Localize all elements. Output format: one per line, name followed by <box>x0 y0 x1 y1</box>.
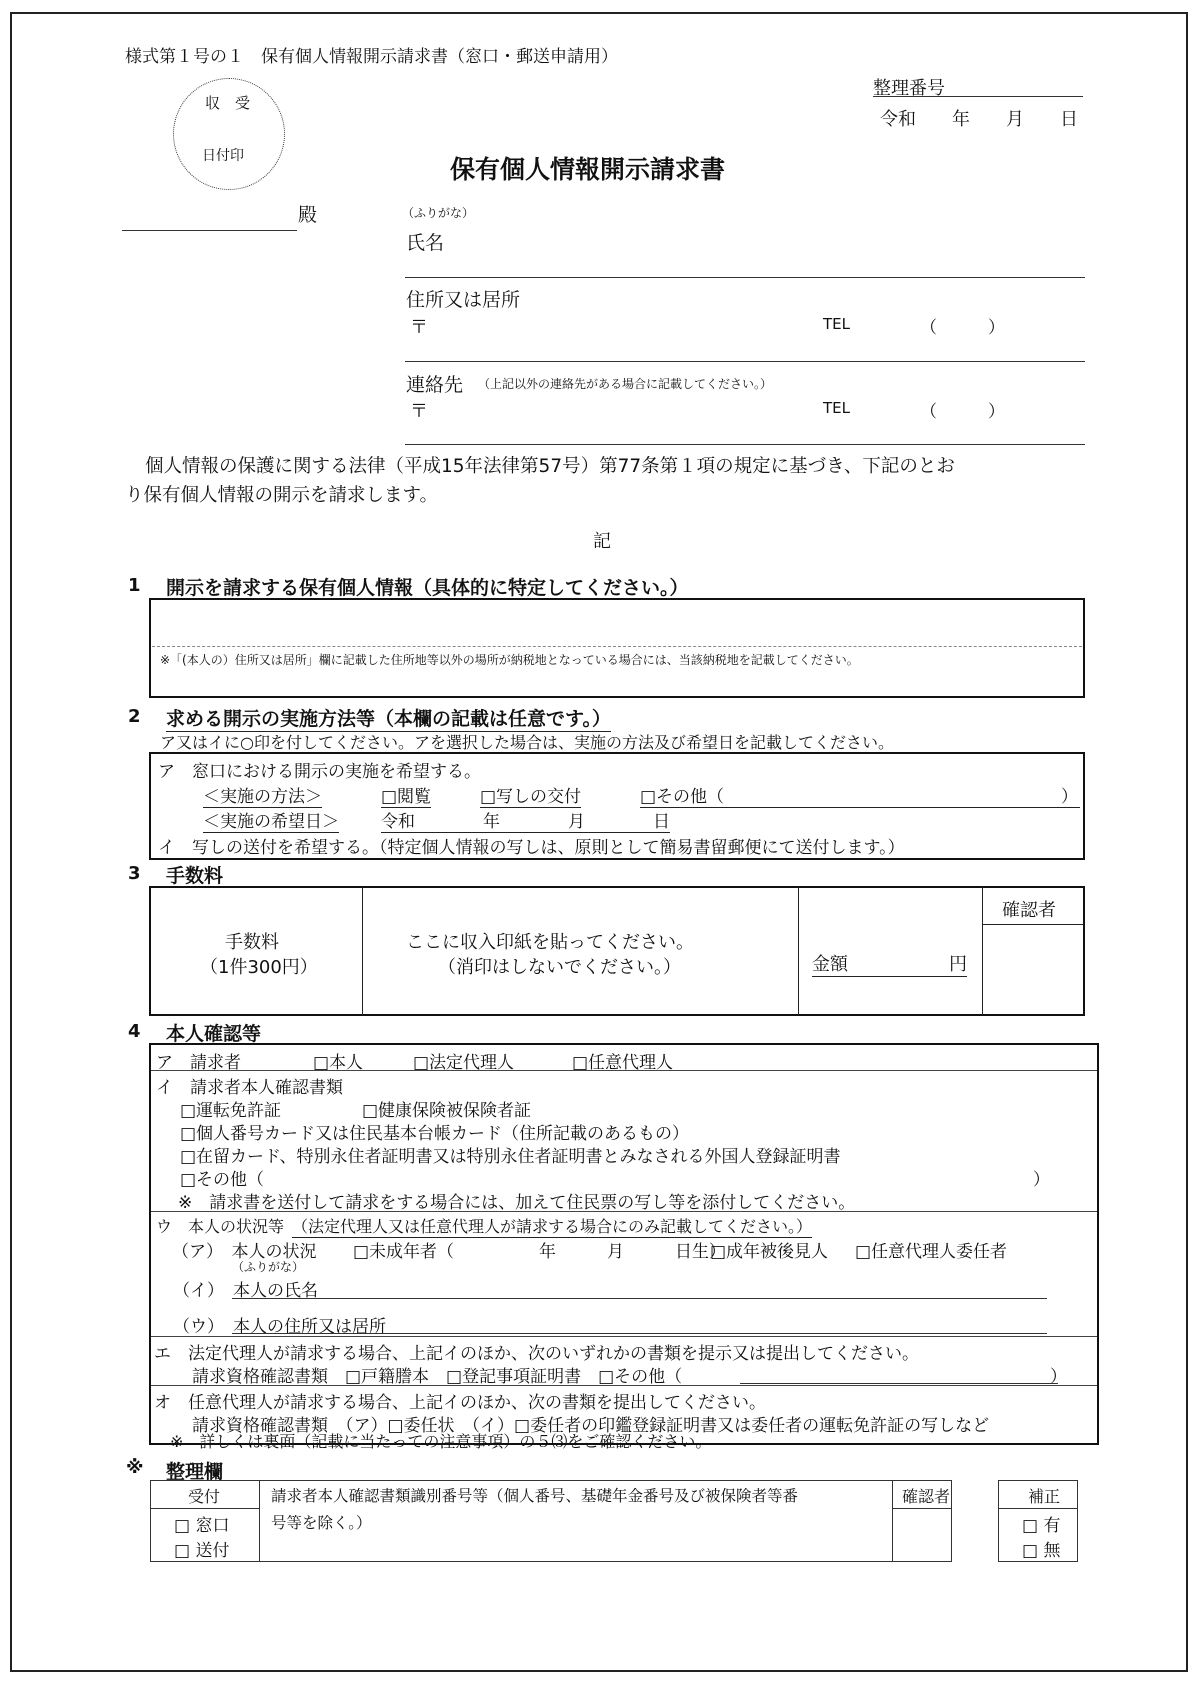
principal-name-prefix: （イ） <box>173 1281 224 1301</box>
my-number-card-checkbox[interactable]: □個人番号カード又は住民基本台帳カード（住所記載のあるもの） <box>180 1124 690 1144</box>
desired-date-field[interactable]: 令和 年 月 日 <box>381 807 670 833</box>
principal-address-prefix: （ウ） <box>173 1317 224 1337</box>
contact-label: 連絡先 <box>406 374 464 396</box>
fee-amount: （1件300円） <box>200 957 318 978</box>
sofu-checkbox[interactable]: □ 送付 <box>174 1541 230 1561</box>
admin-title: 整理欄 <box>166 1461 224 1483</box>
id-number-label-2: 号等を除く。） <box>271 1514 372 1532</box>
residence-card-checkbox[interactable]: □在留カード、特別永住者証明書又は特別永住者証明書とみなされる外国人登録証明書 <box>180 1147 841 1167</box>
tel-paren: （ ） <box>920 318 1005 338</box>
name-field[interactable] <box>405 277 1085 278</box>
admin-row-line-2 <box>893 1508 951 1509</box>
sec4-row-line-2 <box>151 1211 1097 1212</box>
sec4-a-label: ア 請求者 <box>156 1053 241 1073</box>
sec3-divider-1 <box>362 887 363 1015</box>
sec4-u-label: ウ 本人の状況等 <box>156 1217 285 1236</box>
sec4-u-note: （法定代理人又は任意代理人が請求する場合にのみ記載してください。） <box>292 1214 812 1238</box>
principal-status-label: （ア） 本人の状況 <box>172 1242 317 1262</box>
postal-mark-2: 〒 <box>410 401 428 422</box>
legal-agent-other-close: ） <box>1050 1367 1067 1387</box>
sec1-note: ※「(本人の）住所又は居所」欄に記載した住所地等以外の場所が納税地となっている場合には、当該納税地を記載してください。 <box>160 653 859 667</box>
furigana-label: （ふりがな） <box>402 206 475 220</box>
sec4-row-line-1 <box>151 1070 1097 1071</box>
method-other-close: ） <box>1061 787 1078 807</box>
method-other-label: □その他（ <box>640 787 725 807</box>
seiri-bango-line <box>873 96 1083 97</box>
sec4-row-line-3 <box>151 1336 1097 1337</box>
health-insurance-checkbox[interactable]: □健康保険被保険者証 <box>362 1101 532 1121</box>
ki-label: 記 <box>593 531 611 552</box>
form-number: 様式第１号の１ 保有個人情報開示請求書（窓口・郵送申請用） <box>125 47 618 67</box>
stamp-text-1: 収 受 <box>205 94 251 112</box>
preamble-line-1: 個人情報の保護に関する法律（平成15年法律第57号）第77条第１項の規定に基づき、下記のとお <box>145 456 955 477</box>
stamp-text-2: 日付印 <box>202 148 244 164</box>
sec3-divider-3 <box>982 887 983 1015</box>
mail-request-note: ※ 請求書を送付して請求をする場合には、加えて住民票の写し等を添付してください。 <box>178 1193 856 1213</box>
other-id-close: ） <box>1033 1170 1050 1190</box>
addressee-line[interactable] <box>122 230 297 231</box>
sec1-box[interactable] <box>149 598 1085 698</box>
contact-field[interactable] <box>405 444 1085 445</box>
reverse-side-note: ※ 詳しくは裏面（記載に当たっての注意事項）の５⑶をご確認ください。 <box>170 1432 712 1451</box>
sec2-number: 2 <box>128 706 141 727</box>
hosei-label: 補正 <box>1028 1487 1061 1506</box>
method-option-copy[interactable]: □写しの交付 <box>480 782 581 808</box>
revenue-stamp-instruction: ここに収入印紙を貼ってください。 <box>406 932 694 953</box>
admin-row-line-1 <box>151 1508 259 1509</box>
admin-divider-1 <box>259 1481 260 1561</box>
principal-name-label: 本人の氏名 <box>233 1281 318 1301</box>
date-field[interactable]: 令和 年 月 日 <box>880 109 1078 130</box>
admin-divider-2 <box>892 1481 893 1561</box>
date-label: ＜実施の希望日＞ <box>203 807 339 833</box>
sec4-number: 4 <box>128 1021 141 1042</box>
sec2-a-label[interactable]: ア 窓口における開示の実施を希望する。 <box>158 762 481 782</box>
postal-mark: 〒 <box>410 317 428 338</box>
sec4-e-label: エ 法定代理人が請求する場合、上記イのほか、次のいずれかの書類を提示又は提出してください。 <box>154 1344 919 1364</box>
uketsuke-label: 受付 <box>188 1487 221 1506</box>
hosei-divider <box>999 1508 1077 1509</box>
hosei-no-checkbox[interactable]: □ 無 <box>1022 1541 1061 1561</box>
method-label: ＜実施の方法＞ <box>203 782 322 808</box>
minor-checkbox[interactable]: □未成年者（ 年 月 日生） <box>353 1242 727 1262</box>
admin-mark: ※ <box>126 1457 144 1478</box>
sec4-i-label: イ 請求者本人確認書類 <box>156 1078 343 1098</box>
sec2-i-label[interactable]: イ 写しの送付を希望する。（特定個人情報の写しは、原則として簡易書留郵便にて送付します。） <box>158 838 905 858</box>
addressee-suffix: 殿 <box>298 204 318 226</box>
sec1-title: 開示を請求する保有個人情報（具体的に特定してください。） <box>166 577 689 599</box>
legal-agent-other-field[interactable] <box>740 1383 1058 1384</box>
fee-label: 手数料 <box>225 932 279 953</box>
name-label: 氏名 <box>406 232 445 254</box>
sec4-row-line-4 <box>151 1385 1097 1386</box>
sec1-divider <box>152 646 1082 647</box>
yen-label: 円 <box>949 954 967 975</box>
other-id-checkbox[interactable]: □その他（ <box>180 1170 265 1190</box>
drivers-license-checkbox[interactable]: □運転免許証 <box>180 1101 282 1121</box>
sec4-title: 本人確認等 <box>166 1023 262 1045</box>
admin-checker-label: 確認者 <box>902 1487 951 1506</box>
sec3-checker-divider <box>982 924 1084 925</box>
sec3-checker-label: 確認者 <box>1002 900 1056 921</box>
hosei-yes-checkbox[interactable]: □ 有 <box>1022 1516 1061 1536</box>
principal-address-label: 本人の住所又は居所 <box>233 1317 386 1337</box>
method-option-other[interactable] <box>640 782 1080 808</box>
seiri-bango-label: 整理番号 <box>873 78 945 99</box>
address-field[interactable] <box>405 361 1085 362</box>
no-cancel-note: （消印はしないでください。） <box>438 957 681 978</box>
legal-agent-documents[interactable]: 請求資格確認書類 □戸籍謄本 □登記事項証明書 □その他（ <box>192 1367 683 1387</box>
sec1-number: 1 <box>128 575 141 596</box>
amount-field[interactable] <box>812 950 967 977</box>
principal-name-field[interactable] <box>232 1298 1047 1299</box>
principal-address-field[interactable] <box>232 1333 1047 1334</box>
madoguchi-checkbox[interactable]: □ 窓口 <box>174 1516 230 1536</box>
preamble-line-2: り保有個人情報の開示を請求します。 <box>125 485 439 506</box>
sec2-instruction: ア又はイに○印を付してください。アを選択した場合は、実施の方法及び希望日を記載してください。 <box>160 733 894 752</box>
contact-note: （上記以外の連絡先がある場合に記載してください。） <box>478 377 773 391</box>
sec3-title: 手数料 <box>166 865 224 887</box>
tel-paren-2: （ ） <box>920 402 1005 422</box>
id-number-label-1: 請求者本人確認書類識別番号等（個人番号、基礎年金番号及び被保険者等番 <box>271 1487 799 1505</box>
tel-label: TEL <box>823 315 850 333</box>
voluntary-agent-documents[interactable]: 請求資格確認書類 （ア）□委任状 （イ）□委任者の印鑑登録証明書又は委任者の運転免許証の写しなど <box>192 1416 990 1436</box>
form-title: 保有個人情報開示請求書 <box>450 155 726 184</box>
address-label: 住所又は居所 <box>406 289 521 311</box>
kingaku-label: 金額 <box>812 954 848 975</box>
requester-voluntary-agent-checkbox[interactable]: □任意代理人 <box>572 1053 674 1073</box>
sec3-divider-2 <box>798 887 799 1015</box>
principal-furigana: （ふりがな） <box>232 1260 305 1274</box>
adult-ward-checkbox[interactable]: □成年被後見人 <box>710 1242 829 1262</box>
method-option-etsuran[interactable]: □閲覧 <box>381 782 431 808</box>
sec2-title: 求める開示の実施方法等（本欄の記載は任意です。） <box>166 704 611 732</box>
tel-label-2: TEL <box>823 399 850 417</box>
requester-self-checkbox[interactable]: □本人 <box>313 1053 364 1073</box>
sec3-number: 3 <box>128 863 141 884</box>
mandator-checkbox[interactable]: □任意代理人委任者 <box>855 1242 1008 1262</box>
sec4-o-label: オ 任意代理人が請求する場合、上記イのほか、次の書類を提出してください。 <box>154 1393 766 1413</box>
requester-legal-agent-checkbox[interactable]: □法定代理人 <box>413 1053 515 1073</box>
